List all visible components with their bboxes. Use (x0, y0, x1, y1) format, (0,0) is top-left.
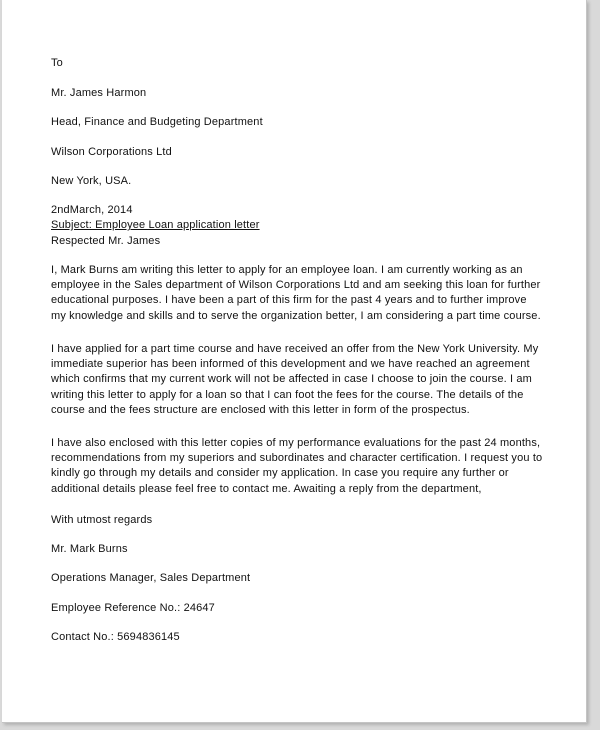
to-label: To (51, 57, 63, 69)
paragraph-1-line: I, Mark Burns am writing this letter to apply for an employee loan. I am currently working as an (51, 264, 523, 276)
paragraph-2-line: which confirms that my current work will not be affected in case I choose to join the course. I am (51, 373, 532, 386)
paragraph-2-line: course and the fees structure are enclosed with this letter in form of the prospectus. (51, 403, 470, 416)
paragraph-3-line: kindly go through my details and consider my application. In case you require any further or (51, 467, 509, 480)
paragraph-2 (51, 342, 557, 418)
recipient-name: Mr. James Harmon (51, 87, 147, 99)
recipient-title: Head, Finance and Budgeting Department (51, 116, 263, 128)
paragraph-1-line: educational purposes. I have been a part of this firm for the past 4 years and to further improve (51, 294, 527, 307)
letter-subject: Subject: Employee Loan application letter (51, 219, 260, 231)
paragraph-3-line: additional details please feel free to contact me. Awaiting a reply from the department, (51, 482, 482, 495)
paragraph-3-line: I have also enclosed with this letter copies of my performance evaluations for the past 24 months, (51, 437, 541, 449)
paragraph-2-line: immediate superior has been informed of this development and we have reached an agreement (51, 358, 530, 371)
letter-page (2, 0, 587, 723)
paragraph-1-line: employee in the Sales department of Wilson Corporations Ltd and am seeking this loan for further (51, 279, 541, 292)
salutation: Respected Mr. James (51, 235, 161, 247)
paragraph-1 (51, 263, 557, 324)
paragraph-3-line: recommendations from my superiors and subordinates and character certification. I request you to (51, 452, 543, 465)
paragraph-2-line: writing this letter to apply for a loan so that I can foot the fees for the course. The details of the (51, 388, 524, 401)
paragraph-3 (51, 436, 557, 497)
contact-number: Contact No.: 5694836145 (51, 631, 180, 643)
letter-date: 2ndMarch, 2014 (51, 204, 133, 216)
employee-reference: Employee Reference No.: 24647 (51, 602, 215, 614)
recipient-company: Wilson Corporations Ltd (51, 146, 172, 158)
recipient-city: New York, USA. (51, 175, 132, 187)
paragraph-1-line: my knowledge and skills and to serve the organization better, I am considering a part time course. (51, 309, 541, 322)
closing: With utmost regards (51, 514, 153, 526)
sender-name: Mr. Mark Burns (51, 543, 128, 555)
sender-title: Operations Manager, Sales Department (51, 572, 251, 584)
paragraph-2-line: I have applied for a part time course and have received an offer from the New York University. My (51, 343, 539, 355)
